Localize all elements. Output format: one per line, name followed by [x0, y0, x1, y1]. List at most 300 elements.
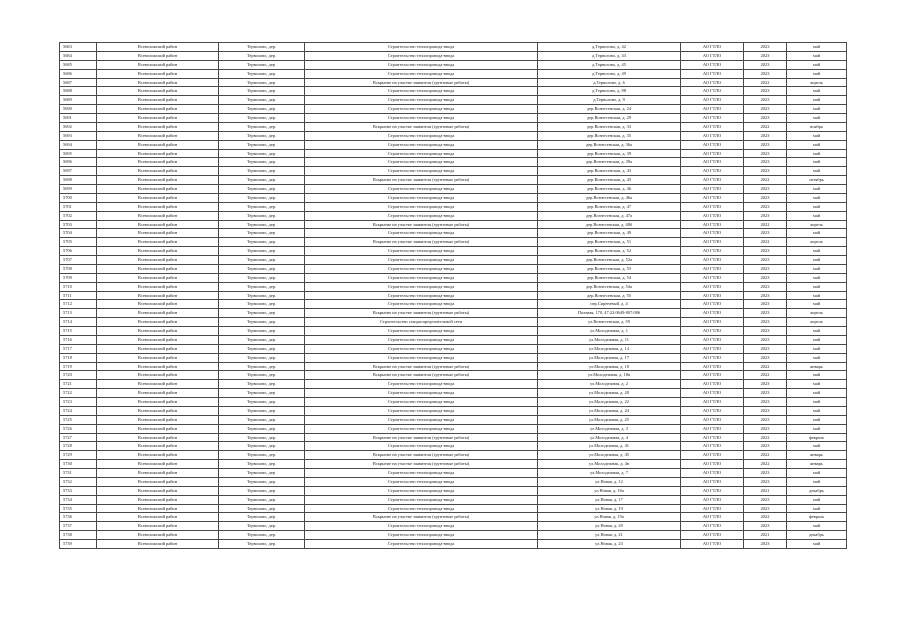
table-row [60, 69, 847, 78]
table-row [60, 309, 847, 318]
table-row [60, 469, 847, 478]
organization-cell: АО ГТЛО [681, 282, 744, 291]
organization-cell: АО ГТЛО [681, 105, 744, 114]
address-cell: д.Терволово, д. 42 [538, 43, 681, 52]
settlement-cell: Терволово, дер. [219, 264, 305, 273]
row-number: 5693 [60, 131, 97, 140]
work-type-cell: Строительство теплопровода-ввода [305, 51, 538, 60]
year-cell: 2023 [744, 60, 787, 69]
row-number: 5700 [60, 193, 97, 202]
district-cell: Всеволожский район [97, 362, 219, 371]
row-number: 5713 [60, 309, 97, 318]
month-cell: май [787, 291, 847, 300]
organization-cell: АО ГТЛО [681, 486, 744, 495]
district-cell: Всеволожский район [97, 424, 219, 433]
settlement-cell: Терволово, дер. [219, 389, 305, 398]
row-number: 5735 [60, 504, 97, 513]
year-cell: 2023 [744, 504, 787, 513]
organization-cell: АО ГТЛО [681, 380, 744, 389]
organization-cell: АО ГТЛО [681, 149, 744, 158]
settlement-cell: Терволово, дер. [219, 229, 305, 238]
table-row [60, 495, 847, 504]
year-cell: 2023 [744, 309, 787, 318]
district-cell: Всеволожский район [97, 43, 219, 52]
district-cell: Всеволожский район [97, 469, 219, 478]
row-number: 5705 [60, 238, 97, 247]
table-row [60, 211, 847, 220]
address-cell: ул.Молодежная, д. 17 [538, 353, 681, 362]
settlement-cell: Терволово, дер. [219, 362, 305, 371]
district-cell: Всеволожский район [97, 256, 219, 265]
settlement-cell: Терволово, дер. [219, 78, 305, 87]
organization-cell: АО ГТЛО [681, 522, 744, 531]
organization-cell: АО ГТЛО [681, 513, 744, 522]
year-cell: 2022 [744, 451, 787, 460]
month-cell: май [787, 51, 847, 60]
address-cell: дер.Вознесенская, д. 29 [538, 114, 681, 123]
address-cell: ул.Молодежная, д. 25 [538, 415, 681, 424]
work-type-cell: Строительство теплопровода-ввода [305, 273, 538, 282]
table-row [60, 60, 847, 69]
row-number: 5707 [60, 256, 97, 265]
row-number: 5692 [60, 122, 97, 131]
month-cell: январь [787, 362, 847, 371]
work-type-cell: Строительство теплопровода-ввода [305, 158, 538, 167]
work-type-cell: Вскрытие на участке заявителя (грунтовые работы) [305, 362, 538, 371]
address-cell: дер.Вознесенская, д. 46 [538, 185, 681, 194]
settlement-cell: Терволово, дер. [219, 69, 305, 78]
organization-cell: АО ГТЛО [681, 460, 744, 469]
month-cell: ноябрь [787, 122, 847, 131]
organization-cell: АО ГТЛО [681, 344, 744, 353]
month-cell: октябрь [787, 176, 847, 185]
work-type-cell: Строительство теплопровода-ввода [305, 477, 538, 486]
month-cell: февраль [787, 513, 847, 522]
month-cell: февраль [787, 433, 847, 442]
address-cell: дер.Вознесенская, д. 43 [538, 167, 681, 176]
table-row [60, 43, 847, 52]
work-type-cell: Вскрытие на участке заявителя (грунтовые работы) [305, 513, 538, 522]
work-type-cell: Строительство теплопровода-ввода [305, 495, 538, 504]
month-cell: май [787, 469, 847, 478]
month-cell: май [787, 69, 847, 78]
organization-cell: АО ГТЛО [681, 114, 744, 123]
settlement-cell: Терволово, дер. [219, 415, 305, 424]
table-row [60, 167, 847, 176]
table-row [60, 353, 847, 362]
work-type-cell: Вскрытие на участке заявителя (грунтовые работы) [305, 460, 538, 469]
organization-cell: АО ГТЛО [681, 424, 744, 433]
district-cell: Всеволожский район [97, 504, 219, 513]
month-cell: май [787, 389, 847, 398]
month-cell: май [787, 398, 847, 407]
district-cell: Всеволожский район [97, 486, 219, 495]
address-cell: дер.Вознесенская, д. 48б [538, 220, 681, 229]
row-number: 5725 [60, 415, 97, 424]
district-cell: Всеволожский район [97, 122, 219, 131]
organization-cell: АО ГТЛО [681, 477, 744, 486]
district-cell: Всеволожский район [97, 380, 219, 389]
settlement-cell: Терволово, дер. [219, 371, 305, 380]
month-cell: май [787, 335, 847, 344]
row-number: 5695 [60, 149, 97, 158]
year-cell: 2023 [744, 229, 787, 238]
organization-cell: АО ГТЛО [681, 389, 744, 398]
work-type-cell: Строительство теплопровода-ввода [305, 424, 538, 433]
district-cell: Всеволожский район [97, 87, 219, 96]
year-cell: 2022 [744, 460, 787, 469]
table-row [60, 415, 847, 424]
address-cell: дер.Вознесенская, д. 47 [538, 202, 681, 211]
table-row [60, 380, 847, 389]
month-cell: апрель [787, 309, 847, 318]
row-number: 5731 [60, 469, 97, 478]
month-cell: май [787, 415, 847, 424]
row-number: 5728 [60, 442, 97, 451]
work-type-cell: Строительство теплопровода-ввода [305, 353, 538, 362]
table-row [60, 176, 847, 185]
row-number: 5714 [60, 318, 97, 327]
address-cell: дер.Вознесенская, д. 33 [538, 122, 681, 131]
address-cell: ул.Новая, д. 21 [538, 531, 681, 540]
work-type-cell: Строительство теплопровода-ввода [305, 282, 538, 291]
work-type-cell: Строительство теплопровода-ввода [305, 291, 538, 300]
settlement-cell: Терволово, дер. [219, 433, 305, 442]
month-cell: май [787, 247, 847, 256]
settlement-cell: Терволово, дер. [219, 451, 305, 460]
district-cell: Всеволожский район [97, 220, 219, 229]
address-cell: дер.Вознесенская, д. 51 [538, 238, 681, 247]
work-type-cell: Строительство теплопровода-ввода [305, 43, 538, 52]
month-cell: апрель [787, 318, 847, 327]
table-row [60, 424, 847, 433]
organization-cell: АО ГТЛО [681, 406, 744, 415]
district-cell: Всеволожский район [97, 300, 219, 309]
address-cell: ул.Новая, д. 19а [538, 513, 681, 522]
work-type-cell: Строительство теплопровода-ввода [305, 522, 538, 531]
district-cell: Всеволожский район [97, 193, 219, 202]
year-cell: 2023 [744, 87, 787, 96]
address-cell: ул.Молодежная, д. 45 [538, 451, 681, 460]
table-row [60, 406, 847, 415]
year-cell: 2023 [744, 477, 787, 486]
month-cell: май [787, 477, 847, 486]
address-cell: пер.Сиреневый, д. 4 [538, 300, 681, 309]
settlement-cell: Терволово, дер. [219, 51, 305, 60]
row-number: 5727 [60, 433, 97, 442]
month-cell: май [787, 353, 847, 362]
year-cell: 2022 [744, 513, 787, 522]
table-row [60, 335, 847, 344]
month-cell: май [787, 424, 847, 433]
work-type-cell: Строительство теплопровода-ввода [305, 335, 538, 344]
organization-cell: АО ГТЛО [681, 51, 744, 60]
table-row [60, 87, 847, 96]
work-type-cell: Строительство теплопровода-ввода [305, 504, 538, 513]
settlement-cell: Терволово, дер. [219, 531, 305, 540]
row-number: 5684 [60, 51, 97, 60]
address-cell: ул.Молодежная, д. 7 [538, 469, 681, 478]
organization-cell: АО ГТЛО [681, 309, 744, 318]
work-type-cell: Строительство теплопровода-ввода [305, 531, 538, 540]
work-type-cell: Строительство теплопровода-ввода [305, 406, 538, 415]
settlement-cell: Терволово, дер. [219, 380, 305, 389]
settlement-cell: Терволово, дер. [219, 273, 305, 282]
year-cell: 2023 [744, 247, 787, 256]
year-cell: 2023 [744, 69, 787, 78]
row-number: 5709 [60, 273, 97, 282]
month-cell: декабрь [787, 531, 847, 540]
district-cell: Всеволожский район [97, 309, 219, 318]
organization-cell: АО ГТЛО [681, 60, 744, 69]
district-cell: Всеволожский район [97, 60, 219, 69]
work-type-cell: Строительство теплопровода-ввода [305, 193, 538, 202]
year-cell: 2023 [744, 344, 787, 353]
organization-cell: АО ГТЛО [681, 415, 744, 424]
address-cell: дер.Вознесенская, д. 35 [538, 131, 681, 140]
settlement-cell: Терволово, дер. [219, 158, 305, 167]
table-row [60, 247, 847, 256]
address-cell: ул.Молодежная, д. 2 [538, 380, 681, 389]
address-cell: ул.Молодежная, д. 41 [538, 442, 681, 451]
settlement-cell: Терволово, дер. [219, 220, 305, 229]
district-cell: Всеволожский район [97, 398, 219, 407]
district-cell: Всеволожский район [97, 477, 219, 486]
table-row [60, 140, 847, 149]
organization-cell: АО ГТЛО [681, 229, 744, 238]
year-cell: 2023 [744, 158, 787, 167]
organization-cell: АО ГТЛО [681, 87, 744, 96]
row-number: 5734 [60, 495, 97, 504]
organization-cell: АО ГТЛО [681, 69, 744, 78]
settlement-cell: Терволово, дер. [219, 282, 305, 291]
row-number: 5706 [60, 247, 97, 256]
row-number: 5688 [60, 87, 97, 96]
month-cell: май [787, 185, 847, 194]
address-cell: ул.Молодежная, д. 24 [538, 406, 681, 415]
month-cell: май [787, 273, 847, 282]
organization-cell: АО ГТЛО [681, 362, 744, 371]
year-cell: 2023 [744, 398, 787, 407]
address-cell: дер.Вознесенская, д. 52 [538, 247, 681, 256]
gasification-schedule-table [59, 42, 847, 549]
year-cell: 2023 [744, 540, 787, 549]
settlement-cell: Терволово, дер. [219, 114, 305, 123]
address-cell: ул.Молодежная, д. 14 [538, 344, 681, 353]
work-type-cell: Строительство теплопровода-ввода [305, 442, 538, 451]
table-row [60, 122, 847, 131]
row-number: 5718 [60, 353, 97, 362]
table-row [60, 51, 847, 60]
month-cell: май [787, 406, 847, 415]
table-row [60, 389, 847, 398]
settlement-cell: Терволово, дер. [219, 149, 305, 158]
organization-cell: АО ГТЛО [681, 300, 744, 309]
row-number: 5691 [60, 114, 97, 123]
year-cell: 2023 [744, 131, 787, 140]
work-type-cell: Строительство теплопровода-ввода [305, 415, 538, 424]
row-number: 5686 [60, 69, 97, 78]
table-row [60, 362, 847, 371]
row-number: 5729 [60, 451, 97, 460]
address-cell: ул.Молодежная, д. 18 [538, 362, 681, 371]
row-number: 5726 [60, 424, 97, 433]
settlement-cell: Терволово, дер. [219, 469, 305, 478]
work-type-cell: Строительство теплопровода-ввода [305, 398, 538, 407]
month-cell: январь [787, 451, 847, 460]
row-number: 5733 [60, 486, 97, 495]
address-cell: дер.Вознесенская, д. 39 [538, 149, 681, 158]
organization-cell: АО ГТЛО [681, 327, 744, 336]
table-row [60, 131, 847, 140]
row-number: 5717 [60, 344, 97, 353]
month-cell: май [787, 264, 847, 273]
month-cell: май [787, 504, 847, 513]
month-cell: май [787, 380, 847, 389]
row-number: 5708 [60, 264, 97, 273]
district-cell: Всеволожский район [97, 335, 219, 344]
address-cell: дер.Вознесенская, д. 24 [538, 105, 681, 114]
work-type-cell: Строительство теплопровода-ввода [305, 264, 538, 273]
year-cell: 2022 [744, 176, 787, 185]
year-cell: 2023 [744, 424, 787, 433]
month-cell: май [787, 327, 847, 336]
table-row [60, 344, 847, 353]
table-row [60, 273, 847, 282]
year-cell: 2023 [744, 469, 787, 478]
row-number: 5721 [60, 380, 97, 389]
row-number: 5689 [60, 96, 97, 105]
row-number: 5712 [60, 300, 97, 309]
organization-cell: АО ГТЛО [681, 495, 744, 504]
table-row [60, 531, 847, 540]
district-cell: Всеволожский район [97, 389, 219, 398]
month-cell: май [787, 300, 847, 309]
organization-cell: АО ГТЛО [681, 202, 744, 211]
district-cell: Всеволожский район [97, 415, 219, 424]
district-cell: Всеволожский район [97, 105, 219, 114]
address-cell: ул.Молодежная, д. 1 [538, 327, 681, 336]
row-number: 5738 [60, 531, 97, 540]
table-row [60, 264, 847, 273]
district-cell: Всеволожский район [97, 282, 219, 291]
organization-cell: АО ГТЛО [681, 353, 744, 362]
year-cell: 2023 [744, 522, 787, 531]
row-number: 5730 [60, 460, 97, 469]
table-row [60, 442, 847, 451]
table-row [60, 477, 847, 486]
year-cell: 2023 [744, 353, 787, 362]
district-cell: Всеволожский район [97, 371, 219, 380]
year-cell: 2023 [744, 406, 787, 415]
organization-cell: АО ГТЛО [681, 43, 744, 52]
district-cell: Всеволожский район [97, 202, 219, 211]
settlement-cell: Терволово, дер. [219, 486, 305, 495]
row-number: 5697 [60, 167, 97, 176]
organization-cell: АО ГТЛО [681, 318, 744, 327]
work-type-cell: Вскрытие на участке заявителя (грунтовые работы) [305, 309, 538, 318]
settlement-cell: Терволово, дер. [219, 167, 305, 176]
row-number: 5694 [60, 140, 97, 149]
organization-cell: АО ГТЛО [681, 131, 744, 140]
month-cell: май [787, 193, 847, 202]
table-row [60, 158, 847, 167]
table-row [60, 149, 847, 158]
year-cell: 2022 [744, 433, 787, 442]
month-cell: декабрь [787, 486, 847, 495]
year-cell: 2023 [744, 442, 787, 451]
year-cell: 2023 [744, 256, 787, 265]
district-cell: Всеволожский район [97, 531, 219, 540]
year-cell: 2023 [744, 211, 787, 220]
district-cell: Всеволожский район [97, 318, 219, 327]
year-cell: 2023 [744, 114, 787, 123]
settlement-cell: Терволово, дер. [219, 398, 305, 407]
work-type-cell: Вскрытие на участке заявителя (грунтовые работы) [305, 433, 538, 442]
district-cell: Всеволожский район [97, 211, 219, 220]
address-cell: ул.Молодежная, д. 3 [538, 424, 681, 433]
settlement-cell: Терволово, дер. [219, 60, 305, 69]
work-type-cell: Строительство теплопровода-ввода [305, 247, 538, 256]
settlement-cell: Терволово, дер. [219, 327, 305, 336]
address-cell: дер.Вознесенская, д. 54 [538, 273, 681, 282]
address-cell: д.Терволово, д. 45 [538, 60, 681, 69]
work-type-cell: Строительство теплопровода-ввода [305, 167, 538, 176]
month-cell: май [787, 344, 847, 353]
address-cell: д.Терволово, д. 88 [538, 87, 681, 96]
settlement-cell: Терволово, дер. [219, 522, 305, 531]
organization-cell: АО ГТЛО [681, 256, 744, 265]
settlement-cell: Терволово, дер. [219, 131, 305, 140]
table-row [60, 78, 847, 87]
address-cell: д.Терволово, д. 43 [538, 51, 681, 60]
organization-cell: АО ГТЛО [681, 433, 744, 442]
settlement-cell: Терволово, дер. [219, 176, 305, 185]
work-type-cell: Строительство теплопровода-ввода [305, 185, 538, 194]
organization-cell: АО ГТЛО [681, 193, 744, 202]
settlement-cell: Терволово, дер. [219, 344, 305, 353]
address-cell: ул.Новая, д. 12 [538, 477, 681, 486]
address-cell: д.Терволово, д. 49 [538, 69, 681, 78]
district-cell: Всеволожский район [97, 344, 219, 353]
table-row [60, 522, 847, 531]
table-row [60, 398, 847, 407]
table-row [60, 282, 847, 291]
district-cell: Всеволожский район [97, 69, 219, 78]
work-type-cell: Строительство теплопровода-ввода [305, 469, 538, 478]
district-cell: Всеволожский район [97, 158, 219, 167]
month-cell: январь [787, 460, 847, 469]
district-cell: Всеволожский район [97, 114, 219, 123]
month-cell: май [787, 60, 847, 69]
district-cell: Всеволожский район [97, 176, 219, 185]
settlement-cell: Терволово, дер. [219, 256, 305, 265]
year-cell: 2023 [744, 167, 787, 176]
work-type-cell: Строительство теплопровода-ввода [305, 380, 538, 389]
work-type-cell: Вскрытие на участке заявителя (грунтовые работы) [305, 122, 538, 131]
table-row [60, 327, 847, 336]
table-row [60, 504, 847, 513]
address-cell: д.Терволово, д. 6 [538, 78, 681, 87]
year-cell: 2021 [744, 486, 787, 495]
settlement-cell: Терволово, дер. [219, 504, 305, 513]
year-cell: 2023 [744, 43, 787, 52]
work-type-cell: Строительство теплопровода-ввода [305, 486, 538, 495]
address-cell: дер.Вознесенская, д. 53 [538, 264, 681, 273]
row-number: 5722 [60, 389, 97, 398]
month-cell: май [787, 158, 847, 167]
row-number: 5687 [60, 78, 97, 87]
